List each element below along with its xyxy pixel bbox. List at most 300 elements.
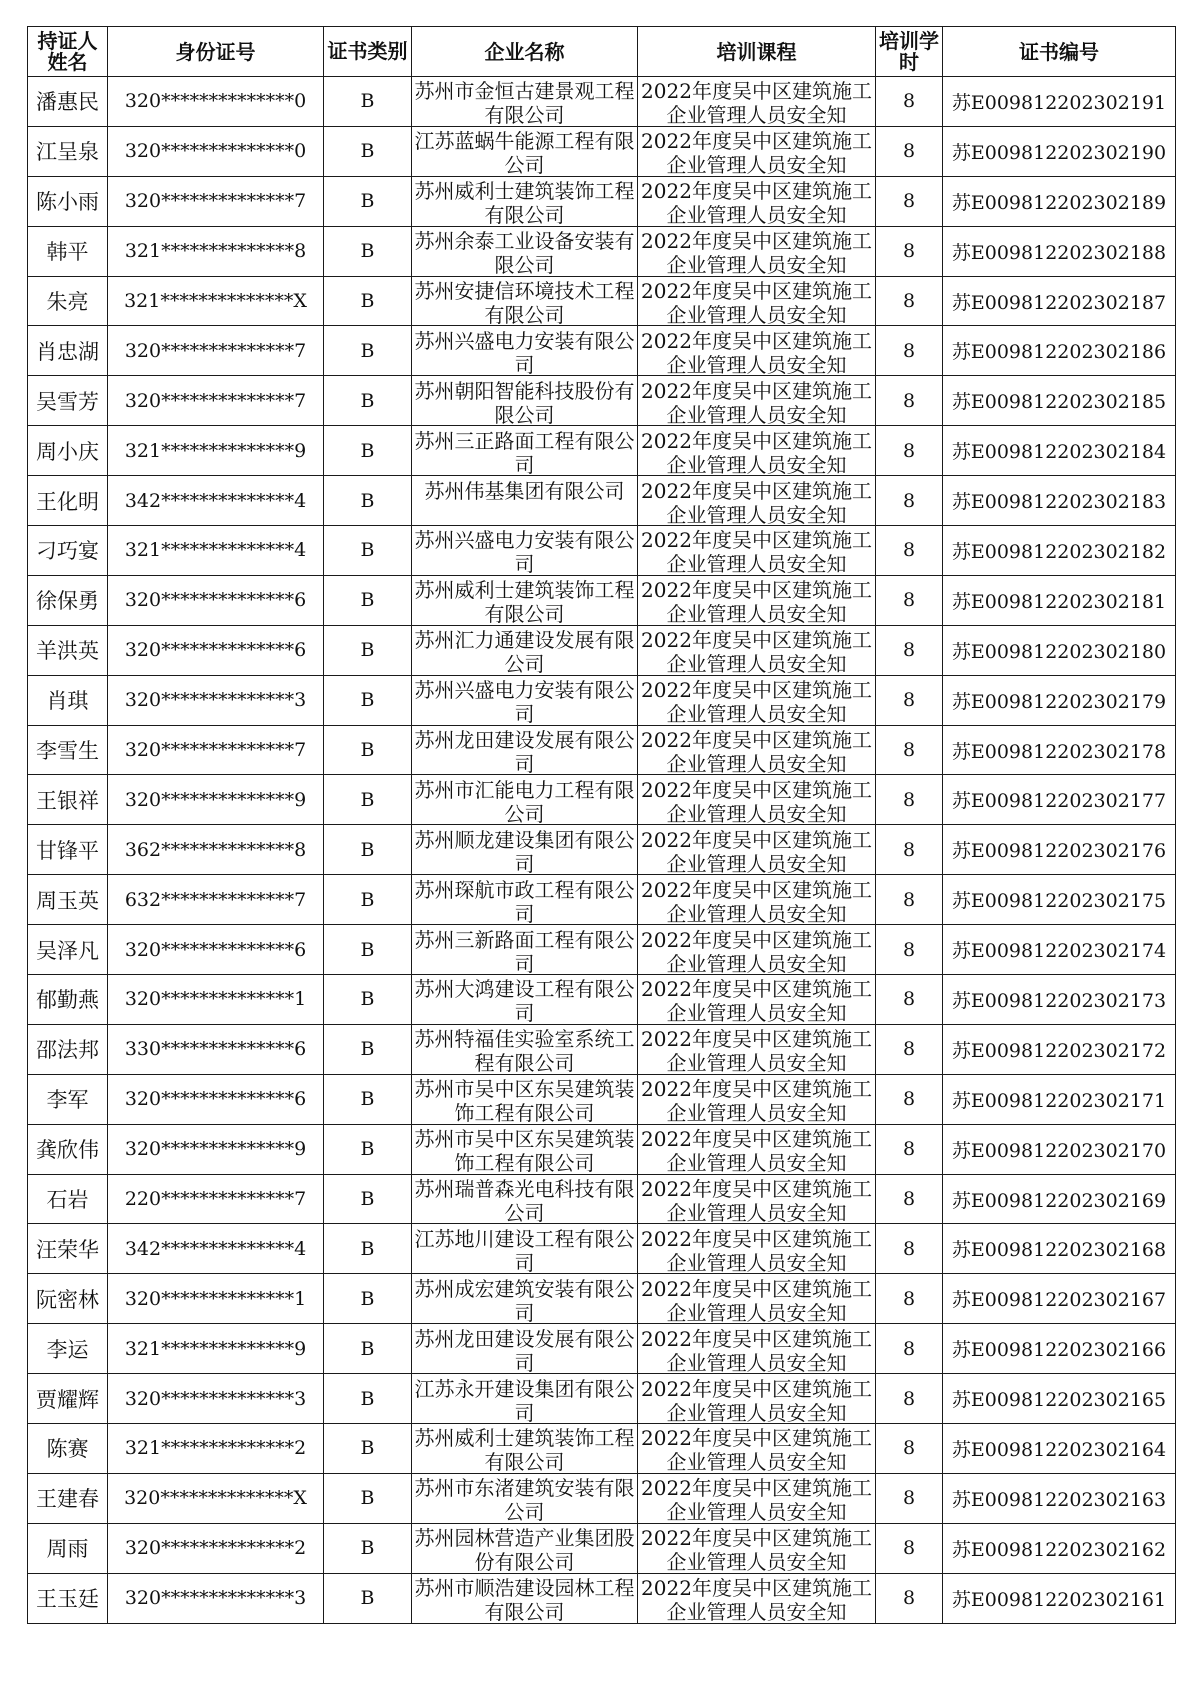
cert-category-cell — [324, 825, 412, 875]
course-cell-text: 2022年度吴中区建筑施工企业管理人员安全知 — [641, 229, 872, 275]
company-cell-text: 苏州三正路面工程有限公司 — [414, 428, 635, 474]
id-number-cell — [108, 925, 324, 975]
company-cell — [412, 1124, 638, 1174]
hours-cell — [876, 426, 943, 476]
certificate-roster-table — [27, 26, 1176, 1624]
holder-name-cell-text: 王化明 — [36, 489, 99, 514]
cert-category-cell — [324, 226, 412, 276]
course-cell — [638, 1523, 876, 1573]
cert-category-cell-text: B — [360, 489, 375, 512]
id-number-cell — [108, 1573, 324, 1623]
hours-cell — [876, 326, 943, 376]
hours-cell-text: 8 — [902, 1188, 916, 1211]
holder-name-cell — [28, 825, 108, 875]
id-number-cell-text: 321**************2 — [124, 1437, 307, 1460]
holder-name-cell — [28, 1124, 108, 1174]
holder-name-cell-text: 朱亮 — [46, 290, 89, 314]
cert-number-cell-text: 苏E009812202302191 — [951, 91, 1167, 114]
hours-cell — [876, 476, 943, 526]
course-cell — [638, 326, 876, 376]
cert-category-cell — [324, 725, 412, 775]
table-row — [28, 426, 1176, 476]
hours-cell-text: 8 — [902, 938, 916, 961]
course-cell-text: 2022年度吴中区建筑施工企业管理人员安全知 — [641, 678, 872, 724]
hours-cell-text: 8 — [902, 290, 916, 312]
cert-category-cell — [324, 775, 412, 825]
course-cell-text: 2022年度吴中区建筑施工企业管理人员安全知 — [641, 428, 872, 474]
id-number-cell — [108, 476, 324, 526]
hours-cell — [876, 675, 943, 725]
holder-name-cell-text: 甘锋平 — [36, 838, 99, 863]
course-cell — [638, 625, 876, 675]
course-cell-text: 2022年度吴中区建筑施工企业管理人员安全知 — [641, 628, 872, 674]
hours-cell-text: 8 — [902, 489, 916, 512]
header-company: 企业名称 — [412, 27, 638, 77]
cert-category-cell — [324, 925, 412, 975]
id-number-cell-text: 320**************X — [124, 1487, 307, 1510]
cert-category-cell-text: B — [360, 1587, 375, 1610]
cert-category-cell-text: B — [360, 1138, 375, 1161]
company-cell-text: 苏州顺龙建设集团有限公司 — [414, 827, 635, 873]
header-cert-category: 证书类别 — [324, 27, 412, 77]
holder-name-cell — [28, 376, 108, 426]
hours-cell — [876, 1024, 943, 1074]
holder-name-cell — [28, 975, 108, 1025]
cert-category-cell-text: B — [360, 1088, 375, 1111]
holder-name-cell-text: 李雪生 — [36, 739, 99, 764]
hours-cell-text: 8 — [902, 838, 916, 861]
cert-number-cell — [943, 77, 1176, 127]
cert-category-cell — [324, 625, 412, 675]
hours-cell-text: 8 — [902, 739, 916, 762]
hours-cell — [876, 925, 943, 975]
cert-category-cell-text: B — [360, 888, 375, 911]
cert-category-cell — [324, 376, 412, 426]
course-cell — [638, 176, 876, 226]
id-number-cell — [108, 426, 324, 476]
company-cell — [412, 77, 638, 127]
id-number-cell — [108, 126, 324, 176]
id-number-cell — [108, 875, 324, 925]
hours-cell — [876, 825, 943, 875]
id-number-cell-text: 320**************2 — [124, 1537, 307, 1560]
table-row — [28, 1424, 1176, 1474]
cert-category-cell-text: B — [360, 1387, 375, 1410]
hours-cell — [876, 526, 943, 576]
holder-name-cell-text: 周小庆 — [36, 439, 99, 464]
company-cell-text: 苏州大鸿建设工程有限公司 — [414, 977, 635, 1023]
id-number-cell — [108, 226, 324, 276]
company-cell — [412, 526, 638, 576]
header-course: 培训课程 — [638, 27, 876, 77]
course-cell — [638, 825, 876, 875]
cert-number-cell-text: 苏E009812202302166 — [951, 1339, 1167, 1362]
course-cell — [638, 1473, 876, 1523]
hours-cell-text: 8 — [902, 240, 916, 263]
course-cell-text: 2022年度吴中区建筑施工企业管理人员安全知 — [641, 79, 872, 125]
company-cell — [412, 1523, 638, 1573]
hours-cell — [876, 376, 943, 426]
table-row — [28, 1573, 1176, 1623]
cert-category-cell — [324, 526, 412, 576]
cert-category-cell-text: B — [360, 1287, 375, 1310]
company-cell-text: 苏州市吴中区东吴建筑装饰工程有限公司 — [414, 1127, 635, 1173]
id-number-cell — [108, 575, 324, 625]
cert-category-cell-text: B — [360, 190, 375, 213]
course-cell-text: 2022年度吴中区建筑施工企业管理人员安全知 — [641, 877, 872, 923]
course-cell — [638, 1074, 876, 1124]
table-row — [28, 526, 1176, 576]
table-row — [28, 126, 1176, 176]
cert-category-cell — [324, 1174, 412, 1224]
cert-number-cell — [943, 625, 1176, 675]
table-row — [28, 376, 1176, 426]
company-cell — [412, 675, 638, 725]
company-cell — [412, 875, 638, 925]
cert-category-cell — [324, 1274, 412, 1324]
course-cell — [638, 526, 876, 576]
cert-number-cell — [943, 326, 1176, 376]
table-header — [28, 27, 1176, 77]
holder-name-cell — [28, 675, 108, 725]
id-number-cell-text: 342**************4 — [124, 489, 307, 512]
id-number-cell — [108, 77, 324, 127]
cert-number-cell-text: 苏E009812202302188 — [951, 241, 1167, 264]
cert-number-cell-text: 苏E009812202302163 — [951, 1488, 1167, 1511]
course-cell — [638, 775, 876, 825]
holder-name-cell — [28, 575, 108, 625]
cert-number-cell — [943, 925, 1176, 975]
holder-name-cell-text: 阮密林 — [36, 1287, 99, 1312]
cert-number-cell — [943, 226, 1176, 276]
id-number-cell — [108, 326, 324, 376]
cert-number-cell-text: 苏E009812202302170 — [951, 1139, 1167, 1162]
cert-category-cell-text: B — [360, 838, 375, 861]
course-cell-text: 2022年度吴中区建筑施工企业管理人员安全知 — [641, 1326, 872, 1372]
id-number-cell — [108, 1024, 324, 1074]
cert-category-cell-text: B — [360, 739, 375, 762]
holder-name-cell-text: 汪荣华 — [36, 1237, 99, 1262]
id-number-cell-text: 320**************6 — [124, 589, 307, 612]
hours-cell — [876, 975, 943, 1025]
id-number-cell — [108, 725, 324, 775]
company-cell — [412, 1374, 638, 1424]
hours-cell — [876, 1224, 943, 1274]
company-cell-text: 苏州朝阳智能科技股份有限公司 — [414, 378, 635, 424]
cert-number-cell — [943, 725, 1176, 775]
company-cell-text: 苏州伟基集团有限公司 — [424, 478, 625, 503]
cert-category-cell — [324, 1074, 412, 1124]
cert-category-cell — [324, 176, 412, 226]
table-row — [28, 1024, 1176, 1074]
cert-number-cell — [943, 1523, 1176, 1573]
cert-number-cell — [943, 376, 1176, 426]
cert-category-cell — [324, 1573, 412, 1623]
cert-category-cell — [324, 675, 412, 725]
id-number-cell-text: 320**************7 — [124, 389, 307, 412]
cert-number-cell-text: 苏E009812202302178 — [951, 740, 1167, 763]
holder-name-cell — [28, 1324, 108, 1374]
id-number-cell-text: 632**************7 — [124, 888, 307, 911]
cert-number-cell-text: 苏E009812202302167 — [951, 1289, 1167, 1312]
company-cell-text: 江苏永开建设集团有限公司 — [414, 1376, 635, 1422]
id-number-cell — [108, 1374, 324, 1424]
table-row — [28, 1473, 1176, 1523]
cert-category-cell-text: B — [360, 1487, 375, 1510]
cert-number-cell — [943, 1473, 1176, 1523]
hours-cell-text: 8 — [902, 1437, 916, 1460]
cert-number-cell — [943, 825, 1176, 875]
cert-number-cell-text: 苏E009812202302177 — [951, 790, 1167, 813]
cert-number-cell — [943, 975, 1176, 1025]
id-number-cell — [108, 176, 324, 226]
cert-category-cell-text: B — [360, 389, 375, 412]
course-cell — [638, 77, 876, 127]
cert-number-cell-text: 苏E009812202302185 — [951, 391, 1167, 414]
course-cell-text: 2022年度吴中区建筑施工企业管理人员安全知 — [641, 129, 872, 175]
company-cell — [412, 625, 638, 675]
company-cell-text: 苏州龙田建设发展有限公司 — [414, 1326, 635, 1372]
id-number-cell-text: 321**************9 — [124, 1337, 307, 1360]
hours-cell-text: 8 — [902, 190, 916, 213]
cert-category-cell — [324, 326, 412, 376]
company-cell-text: 苏州市顺浩建设园林工程有限公司 — [414, 1576, 635, 1622]
cert-category-cell — [324, 975, 412, 1025]
company-cell-text: 苏州余泰工业设备安装有限公司 — [414, 229, 635, 275]
cert-category-cell-text: B — [360, 1188, 375, 1211]
table-row — [28, 1523, 1176, 1573]
id-number-cell-text: 320**************7 — [124, 190, 307, 213]
company-cell-text: 苏州市吴中区东吴建筑装饰工程有限公司 — [414, 1077, 635, 1123]
cert-number-cell — [943, 526, 1176, 576]
course-cell — [638, 875, 876, 925]
course-cell — [638, 925, 876, 975]
course-cell-text: 2022年度吴中区建筑施工企业管理人员安全知 — [641, 1576, 872, 1622]
cert-number-cell-text: 苏E009812202302186 — [951, 341, 1167, 364]
course-cell — [638, 1224, 876, 1274]
id-number-cell — [108, 1074, 324, 1124]
cert-number-cell — [943, 575, 1176, 625]
hours-cell — [876, 176, 943, 226]
course-cell-text: 2022年度吴中区建筑施工企业管理人员安全知 — [641, 1027, 872, 1073]
id-number-cell-text: 342**************4 — [124, 1237, 307, 1260]
company-cell — [412, 376, 638, 426]
holder-name-cell-text: 徐保勇 — [36, 589, 99, 614]
cert-category-cell — [324, 1523, 412, 1573]
holder-name-cell — [28, 1174, 108, 1224]
holder-name-cell-text: 潘惠民 — [36, 90, 99, 115]
holder-name-cell-text: 吴泽凡 — [36, 938, 99, 963]
cert-category-cell — [324, 77, 412, 127]
hours-cell-text: 8 — [902, 1287, 916, 1310]
id-number-cell — [108, 1473, 324, 1523]
company-cell-text: 江苏蓝蜗牛能源工程有限公司 — [414, 129, 635, 175]
cert-number-cell — [943, 1224, 1176, 1274]
company-cell — [412, 725, 638, 775]
cert-number-cell — [943, 126, 1176, 176]
hours-cell-text: 8 — [902, 639, 916, 662]
holder-name-cell — [28, 1424, 108, 1474]
company-cell — [412, 1174, 638, 1224]
cert-number-cell — [943, 875, 1176, 925]
holder-name-cell — [28, 226, 108, 276]
cert-number-cell-text: 苏E009812202302172 — [951, 1039, 1167, 1062]
company-cell-text: 苏州兴盛电力安装有限公司 — [414, 328, 635, 374]
cert-category-cell-text: B — [360, 938, 375, 961]
course-cell-text: 2022年度吴中区建筑施工企业管理人员安全知 — [641, 1177, 872, 1223]
id-number-cell-text: 362**************8 — [124, 838, 307, 861]
id-number-cell-text: 320**************3 — [124, 689, 307, 712]
company-cell-text: 苏州兴盛电力安装有限公司 — [414, 528, 635, 574]
company-cell-text: 苏州园林营造产业集团股份有限公司 — [414, 1526, 635, 1572]
id-number-cell — [108, 1124, 324, 1174]
cert-category-cell-text: B — [360, 439, 375, 462]
header-holder-name: 持证人姓名 — [28, 27, 108, 77]
holder-name-cell — [28, 1374, 108, 1424]
table-row — [28, 1374, 1176, 1424]
id-number-cell-text: 320**************0 — [124, 140, 307, 163]
course-cell-text: 2022年度吴中区建筑施工企业管理人员安全知 — [641, 1127, 872, 1173]
company-cell — [412, 226, 638, 276]
course-cell — [638, 226, 876, 276]
company-cell — [412, 1573, 638, 1623]
hours-cell — [876, 77, 943, 127]
holder-name-cell — [28, 476, 108, 526]
hours-cell-text: 8 — [902, 1038, 916, 1061]
cert-number-cell-text: 苏E009812202302164 — [951, 1438, 1167, 1461]
company-cell — [412, 825, 638, 875]
course-cell — [638, 426, 876, 476]
company-cell — [412, 476, 638, 526]
id-number-cell — [108, 1424, 324, 1474]
table-row — [28, 925, 1176, 975]
cert-number-cell-text: 苏E009812202302165 — [951, 1389, 1167, 1412]
course-cell-text: 2022年度吴中区建筑施工企业管理人员安全知 — [641, 478, 872, 524]
company-cell — [412, 1424, 638, 1474]
course-cell — [638, 575, 876, 625]
cert-category-cell — [324, 426, 412, 476]
cert-number-cell-text: 苏E009812202302175 — [951, 890, 1167, 913]
table-row — [28, 1174, 1176, 1224]
hours-cell-text: 8 — [902, 788, 916, 811]
holder-name-cell-text: 王银祥 — [36, 788, 99, 813]
hours-cell-text: 8 — [902, 389, 916, 412]
hours-cell-text: 8 — [902, 988, 916, 1011]
hours-cell-text: 8 — [902, 339, 916, 362]
holder-name-cell-text: 石岩 — [46, 1188, 89, 1213]
company-cell — [412, 126, 638, 176]
course-cell-text: 2022年度吴中区建筑施工企业管理人员安全知 — [641, 977, 872, 1023]
id-number-cell — [108, 1324, 324, 1374]
cert-number-cell — [943, 1424, 1176, 1474]
id-number-cell-text: 320**************0 — [124, 90, 307, 113]
hours-cell — [876, 1523, 943, 1573]
course-cell — [638, 1124, 876, 1174]
id-number-cell-text: 320**************7 — [124, 739, 307, 762]
company-cell — [412, 925, 638, 975]
id-number-cell-text: 320**************1 — [124, 988, 307, 1011]
company-cell-text: 苏州成宏建筑安装有限公司 — [414, 1276, 635, 1322]
cert-category-cell-text: B — [360, 1038, 375, 1061]
company-cell-text: 苏州威利士建筑装饰工程有限公司 — [414, 179, 635, 225]
hours-cell — [876, 1573, 943, 1623]
cert-category-cell-text: B — [360, 539, 375, 562]
course-cell — [638, 1324, 876, 1374]
hours-cell — [876, 1324, 943, 1374]
table-row — [28, 1224, 1176, 1274]
company-cell — [412, 575, 638, 625]
holder-name-cell — [28, 126, 108, 176]
holder-name-cell-text: 李军 — [46, 1088, 89, 1113]
table-row — [28, 1274, 1176, 1324]
id-number-cell — [108, 1274, 324, 1324]
holder-name-cell-text: 龚欣伟 — [36, 1138, 99, 1163]
course-cell-text: 2022年度吴中区建筑施工企业管理人员安全知 — [641, 1276, 872, 1322]
table-row — [28, 77, 1176, 127]
company-cell-text: 苏州威利士建筑装饰工程有限公司 — [414, 578, 635, 624]
cert-number-cell-text: 苏E009812202302174 — [951, 940, 1167, 963]
id-number-cell — [108, 526, 324, 576]
hours-cell — [876, 725, 943, 775]
cert-number-cell — [943, 476, 1176, 526]
cert-category-cell-text: B — [360, 240, 375, 263]
holder-name-cell — [28, 1074, 108, 1124]
table-row — [28, 1124, 1176, 1174]
table-row — [28, 1074, 1176, 1124]
cert-category-cell-text: B — [360, 988, 375, 1011]
company-cell — [412, 1473, 638, 1523]
id-number-cell — [108, 775, 324, 825]
holder-name-cell-text: 郁勤燕 — [36, 988, 99, 1013]
cert-category-cell-text: B — [360, 290, 375, 312]
cert-category-cell-text: B — [360, 589, 375, 612]
hours-cell — [876, 575, 943, 625]
course-cell-text: 2022年度吴中区建筑施工企业管理人员安全知 — [641, 328, 872, 374]
hours-cell-text: 8 — [902, 689, 916, 712]
cert-number-cell — [943, 1074, 1176, 1124]
table-row — [28, 675, 1176, 725]
hours-cell-text: 8 — [902, 1088, 916, 1111]
course-cell-text: 2022年度吴中区建筑施工企业管理人员安全知 — [641, 728, 872, 774]
holder-name-cell-text: 陈小雨 — [36, 190, 99, 215]
table-row — [28, 575, 1176, 625]
company-cell-text: 苏州市金恒古建景观工程有限公司 — [414, 79, 635, 125]
hours-cell-text: 8 — [902, 1587, 916, 1610]
header-cert-number: 证书编号 — [943, 27, 1176, 77]
course-cell-text: 2022年度吴中区建筑施工企业管理人员安全知 — [641, 1376, 872, 1422]
holder-name-cell — [28, 875, 108, 925]
cert-category-cell-text: B — [360, 140, 375, 163]
table-row — [28, 326, 1176, 376]
table-row — [28, 1324, 1176, 1374]
company-cell — [412, 1224, 638, 1274]
id-number-cell-text: 321**************8 — [124, 240, 307, 263]
company-cell — [412, 1074, 638, 1124]
id-number-cell-text: 321**************9 — [124, 439, 307, 462]
course-cell — [638, 675, 876, 725]
cert-number-cell — [943, 176, 1176, 226]
holder-name-cell-text: 吴雪芳 — [36, 389, 99, 414]
company-cell-text: 苏州安捷信环境技术工程有限公司 — [414, 279, 635, 324]
cert-category-cell-text: B — [360, 1437, 375, 1460]
holder-name-cell-text: 韩平 — [46, 240, 89, 265]
id-number-cell-text: 320**************1 — [124, 1287, 307, 1310]
cert-category-cell — [324, 1324, 412, 1374]
table-row — [28, 276, 1176, 326]
id-number-cell-text: 220**************7 — [124, 1188, 307, 1211]
cert-category-cell-text: B — [360, 639, 375, 662]
cert-number-cell-text: 苏E009812202302182 — [951, 540, 1167, 563]
